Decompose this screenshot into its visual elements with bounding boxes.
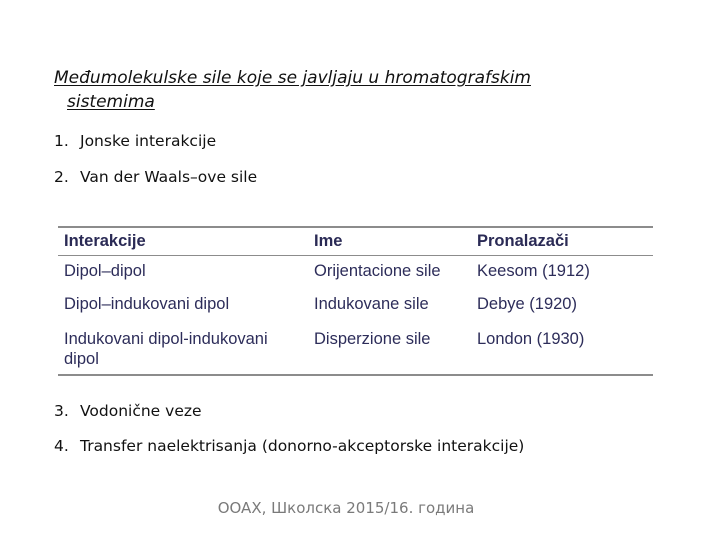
- list-item: [54, 167, 257, 187]
- list-item-number: 4.: [54, 437, 69, 455]
- table-cell-name: Orijentacione sile: [314, 262, 441, 280]
- table-header-pronalazaci: Pronalazači: [477, 232, 569, 250]
- heading-line-1: Međumolekulske sile koje se javljaju u hromatografskim: [54, 68, 531, 88]
- table-bottom-rule: [58, 374, 653, 376]
- list-item: [54, 401, 202, 421]
- table-cell-discoverer: Keesom (1912): [477, 262, 590, 280]
- list-item: [54, 131, 216, 151]
- table-cell-interaction-continued: dipol: [64, 350, 99, 368]
- list-item-text: Jonske interakcije: [80, 132, 217, 150]
- list-item-number: 2.: [54, 168, 69, 186]
- list-item-text: Vodonične veze: [80, 402, 202, 420]
- table-cell-interaction: Dipol–dipol: [64, 262, 146, 280]
- table-header-interakcije: Interakcije: [64, 232, 146, 250]
- slide-heading: [54, 66, 614, 114]
- table-cell-name: Indukovane sile: [314, 295, 429, 313]
- table-header-ime: Ime: [314, 232, 343, 250]
- list-item-text: Van der Waals–ove sile: [80, 168, 258, 186]
- table-header-rule: [58, 255, 653, 256]
- list-item-text: Transfer naelektrisanja (donorno-akceptorske interakcije): [80, 437, 525, 455]
- table-cell-discoverer: Debye (1920): [477, 295, 577, 313]
- heading-line-2: sistemima: [67, 92, 155, 112]
- table-cell-name: Disperzione sile: [314, 330, 431, 348]
- table-cell-interaction: Indukovani dipol-indukovani: [64, 330, 268, 348]
- list-item: [54, 436, 524, 456]
- slide-footer: OOAX, Школска 2015/16. година: [217, 499, 475, 517]
- table-cell-interaction: Dipol–indukovani dipol: [64, 295, 230, 313]
- table-top-rule: [58, 226, 653, 228]
- table-cell-discoverer: London (1930): [477, 330, 585, 348]
- list-item-number: 3.: [54, 402, 69, 420]
- list-item-number: 1.: [54, 132, 69, 150]
- interactions-table: [58, 226, 653, 376]
